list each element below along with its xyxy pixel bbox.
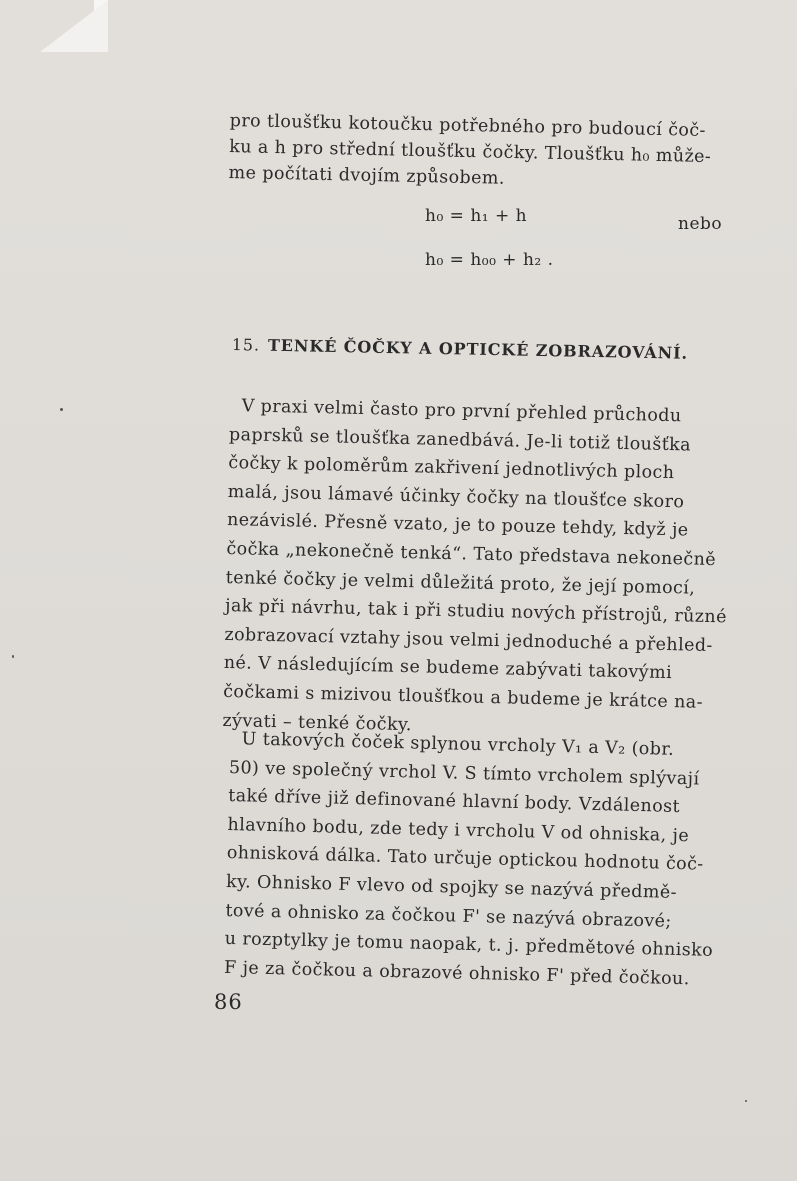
formula-first: h₀ = h₁ + h <box>425 206 528 226</box>
text-line: ohnisková dálka. Tato určuje optickou hodnotu čoč- <box>226 843 704 875</box>
top-paragraph <box>228 108 765 197</box>
text-line: zývati – tenké čočky. <box>222 710 413 735</box>
text-line: U takových čoček splynou vrcholy V₁ a V₂ (obr. <box>241 729 675 760</box>
text-line: pro tloušťku kotoučku potřebného pro budoucí čoč- <box>229 110 707 141</box>
text-line: paprsků se tloušťka zanedbává. Je-li totiž tloušťka <box>228 424 692 456</box>
section-number: 15. <box>231 335 261 355</box>
text-line: V praxi velmi často pro první přehled průchodu <box>241 396 682 427</box>
text-line: čočky k poloměrům zakřivení jednotlivých ploch <box>228 453 675 484</box>
formula-second: h₀ = h₀₀ + h₂ . <box>425 250 554 270</box>
text-line: hlavního bodu, zde tedy i vrcholu V od ohniska, je <box>227 814 690 847</box>
text-line: ky. Ohnisko F vlevo od spojky se nazývá předmě- <box>225 871 678 903</box>
paper-speck <box>12 655 14 658</box>
section-heading <box>232 335 689 363</box>
folded-page-corner <box>40 0 108 52</box>
text-line: čočka „nekonečně tenká“. Tato představa nekonečně <box>226 538 717 571</box>
text-line: zobrazovací vztahy jsou velmi jednoduché a přehled- <box>224 624 713 656</box>
text-line: také dříve již definované hlavní body. Vzdálenost <box>228 786 681 818</box>
text-line: F je za čočkou a obrazové ohnisko F' před čočkou. <box>223 957 690 990</box>
text-line: jak při návrhu, tak i při studiu nových přístrojů, různé <box>224 596 728 628</box>
text-line: 50) ve společný vrchol V. S tímto vrcholem splývají <box>228 757 700 790</box>
paragraph-thin-lenses <box>222 392 765 747</box>
paper-speck <box>60 408 63 411</box>
text-line: me počítati dvojím způsobem. <box>228 162 506 189</box>
formula-conjunction: nebo <box>678 214 723 234</box>
section-title: TENKÉ ČOČKY A OPTICKÉ ZOBRAZOVÁNÍ. <box>267 335 689 363</box>
page-number: 86 <box>214 990 243 1014</box>
text-line: né. V následujícím se budeme zabývati takovými <box>223 653 673 684</box>
text-line: malá, jsou lámavé účinky čočky na tloušťce skoro <box>227 481 685 513</box>
text-line: čočkami s mizivou tloušťkou a budeme je krátce na- <box>222 681 704 713</box>
paper-speck <box>745 1100 747 1102</box>
text-line: u rozptylky je tomu naopak, t. j. předmětové ohnisko <box>224 929 714 962</box>
text-line: ku a h pro střední tloušťku čočky. Tloušťku h₀ může- <box>228 136 712 168</box>
text-line: nezávislé. Přesně vzato, je to pouze tehdy, když je <box>226 510 689 541</box>
text-line: tenké čočky je velmi důležitá proto, že její pomocí, <box>225 567 696 599</box>
text-line: tové a ohnisko za čočkou F' se nazývá obrazové; <box>225 900 672 932</box>
paragraph-vertices-focus <box>224 725 765 995</box>
